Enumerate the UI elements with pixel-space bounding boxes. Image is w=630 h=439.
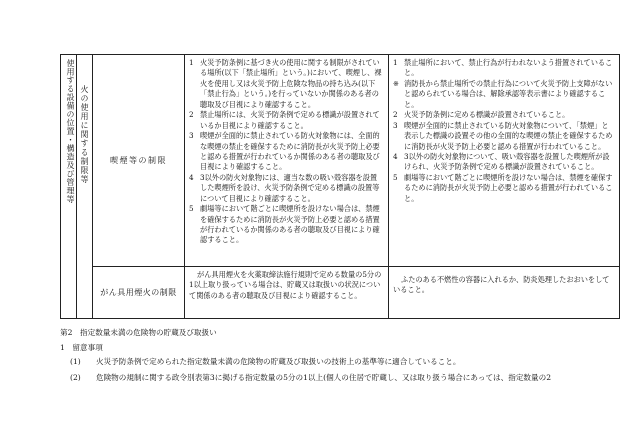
subsection-title: 1 留意事項 xyxy=(60,343,103,352)
judgement-toy-fireworks: ふたのある不燃性の容器に入れるか、防炎処理したおおいをしていること。 xyxy=(389,267,620,319)
section-title: 第2 指定数量未満の危険物の貯蔵及び取扱い xyxy=(60,328,217,337)
paragraph-2: (2) 危険物の規制に関する政令別表第3に掲げる指定数量の5分の1以上(個人の住居で貯蔵し、又は取り扱う場合にあっては、指定数量の2 xyxy=(70,373,552,382)
category-facility-management: 使用する設備の位置・構造及び管理等 xyxy=(61,55,77,319)
list-item: ※ 消防長から禁止場所での禁止行為について火災予防上支障がないと認められている場合は、解除承認等表示書により確認すること。 xyxy=(393,78,613,109)
list-item: 5 劇場等において階ごとに喫煙所を設けない場合は、禁煙を確保するために消防長が火災予防上必要と認める措置が行われていること。 xyxy=(393,172,613,203)
list-item: 1 禁止場所において、禁止行為が行われないよう措置されていること。 xyxy=(393,58,613,78)
list-item: 3 喫煙が全面的に禁止されている防火対象物について、「禁煙」と表示した標識の設置その他の全面的な喫煙の禁止を確保するために消防長が火災予防上必要と認める措置が行われていること。 xyxy=(393,120,613,151)
item-toy-fireworks-restriction: がん具用煙火の制限 xyxy=(93,267,185,319)
list-item: 4 3以外の防火対象物には、適当な数の吸い殻容器を設置した喫煙所を設け、火災予防条例で定める標識の設置等について目視により確認すること。 xyxy=(189,172,380,203)
list-item: 2 禁止場所には、火災予防条例で定める標識が設置されているか目視により確認すること。 xyxy=(189,110,380,130)
list-item: 2 火災予防条例に定める標識が設置されていること。 xyxy=(393,110,570,120)
table-row-smoking xyxy=(61,55,620,267)
table-row-toy-fireworks xyxy=(61,267,620,319)
paragraph-1: (1) 火災予防条例で定められた指定数量未満の危険物の貯蔵及び取扱いの技術上の基準等に適合していること。 xyxy=(70,357,461,366)
list-item: 3 喫煙が全面的に禁止されている防火対象物には、全面的な喫煙の禁止を確保するために消防長が火災予防上必要と認める措置が行われているか関係のある者の聴取及び目視により確認すること。 xyxy=(189,131,380,172)
judgement-smoking xyxy=(389,55,620,267)
requirements-toy-fireworks: がん具用煙火を火薬取締法施行規則で定める数量の5分の1以上取り扱っている場合は、貯蔵又は取扱いの状況について関係のある者の聴取及び目視により確認すること。 xyxy=(185,267,389,319)
category-fire-use-restriction: 火の使用に関する制限等 xyxy=(77,55,93,319)
inspection-table xyxy=(60,54,620,319)
list-item: 4 3以外の防火対象物について、吸い殻容器を設置した喫煙所が設けられ、火災予防条例で定める標識が設置されていること。 xyxy=(393,151,610,172)
item-smoking-restriction: 喫煙等の制限 xyxy=(93,55,185,267)
list-item: 5 劇場等において階ごとに喫煙所を設けない場合は、禁煙を確保するために消防長が火災予防上必要と認める措置が行われているか関係のある者の聴取及び目視により確認すること。 xyxy=(189,204,380,245)
list-item: 1 火災予防条例に基づき火の使用に関する制限がされている場所(以下「禁止場所」という。)において、喫煙し、裸火を使用し又は火災予防上危険な物品の持ち込み(以下「禁止行為」という。)を行っていないか関係のある者の聴取及び目視により確認すること。 xyxy=(189,58,382,109)
requirements-smoking xyxy=(185,55,389,267)
